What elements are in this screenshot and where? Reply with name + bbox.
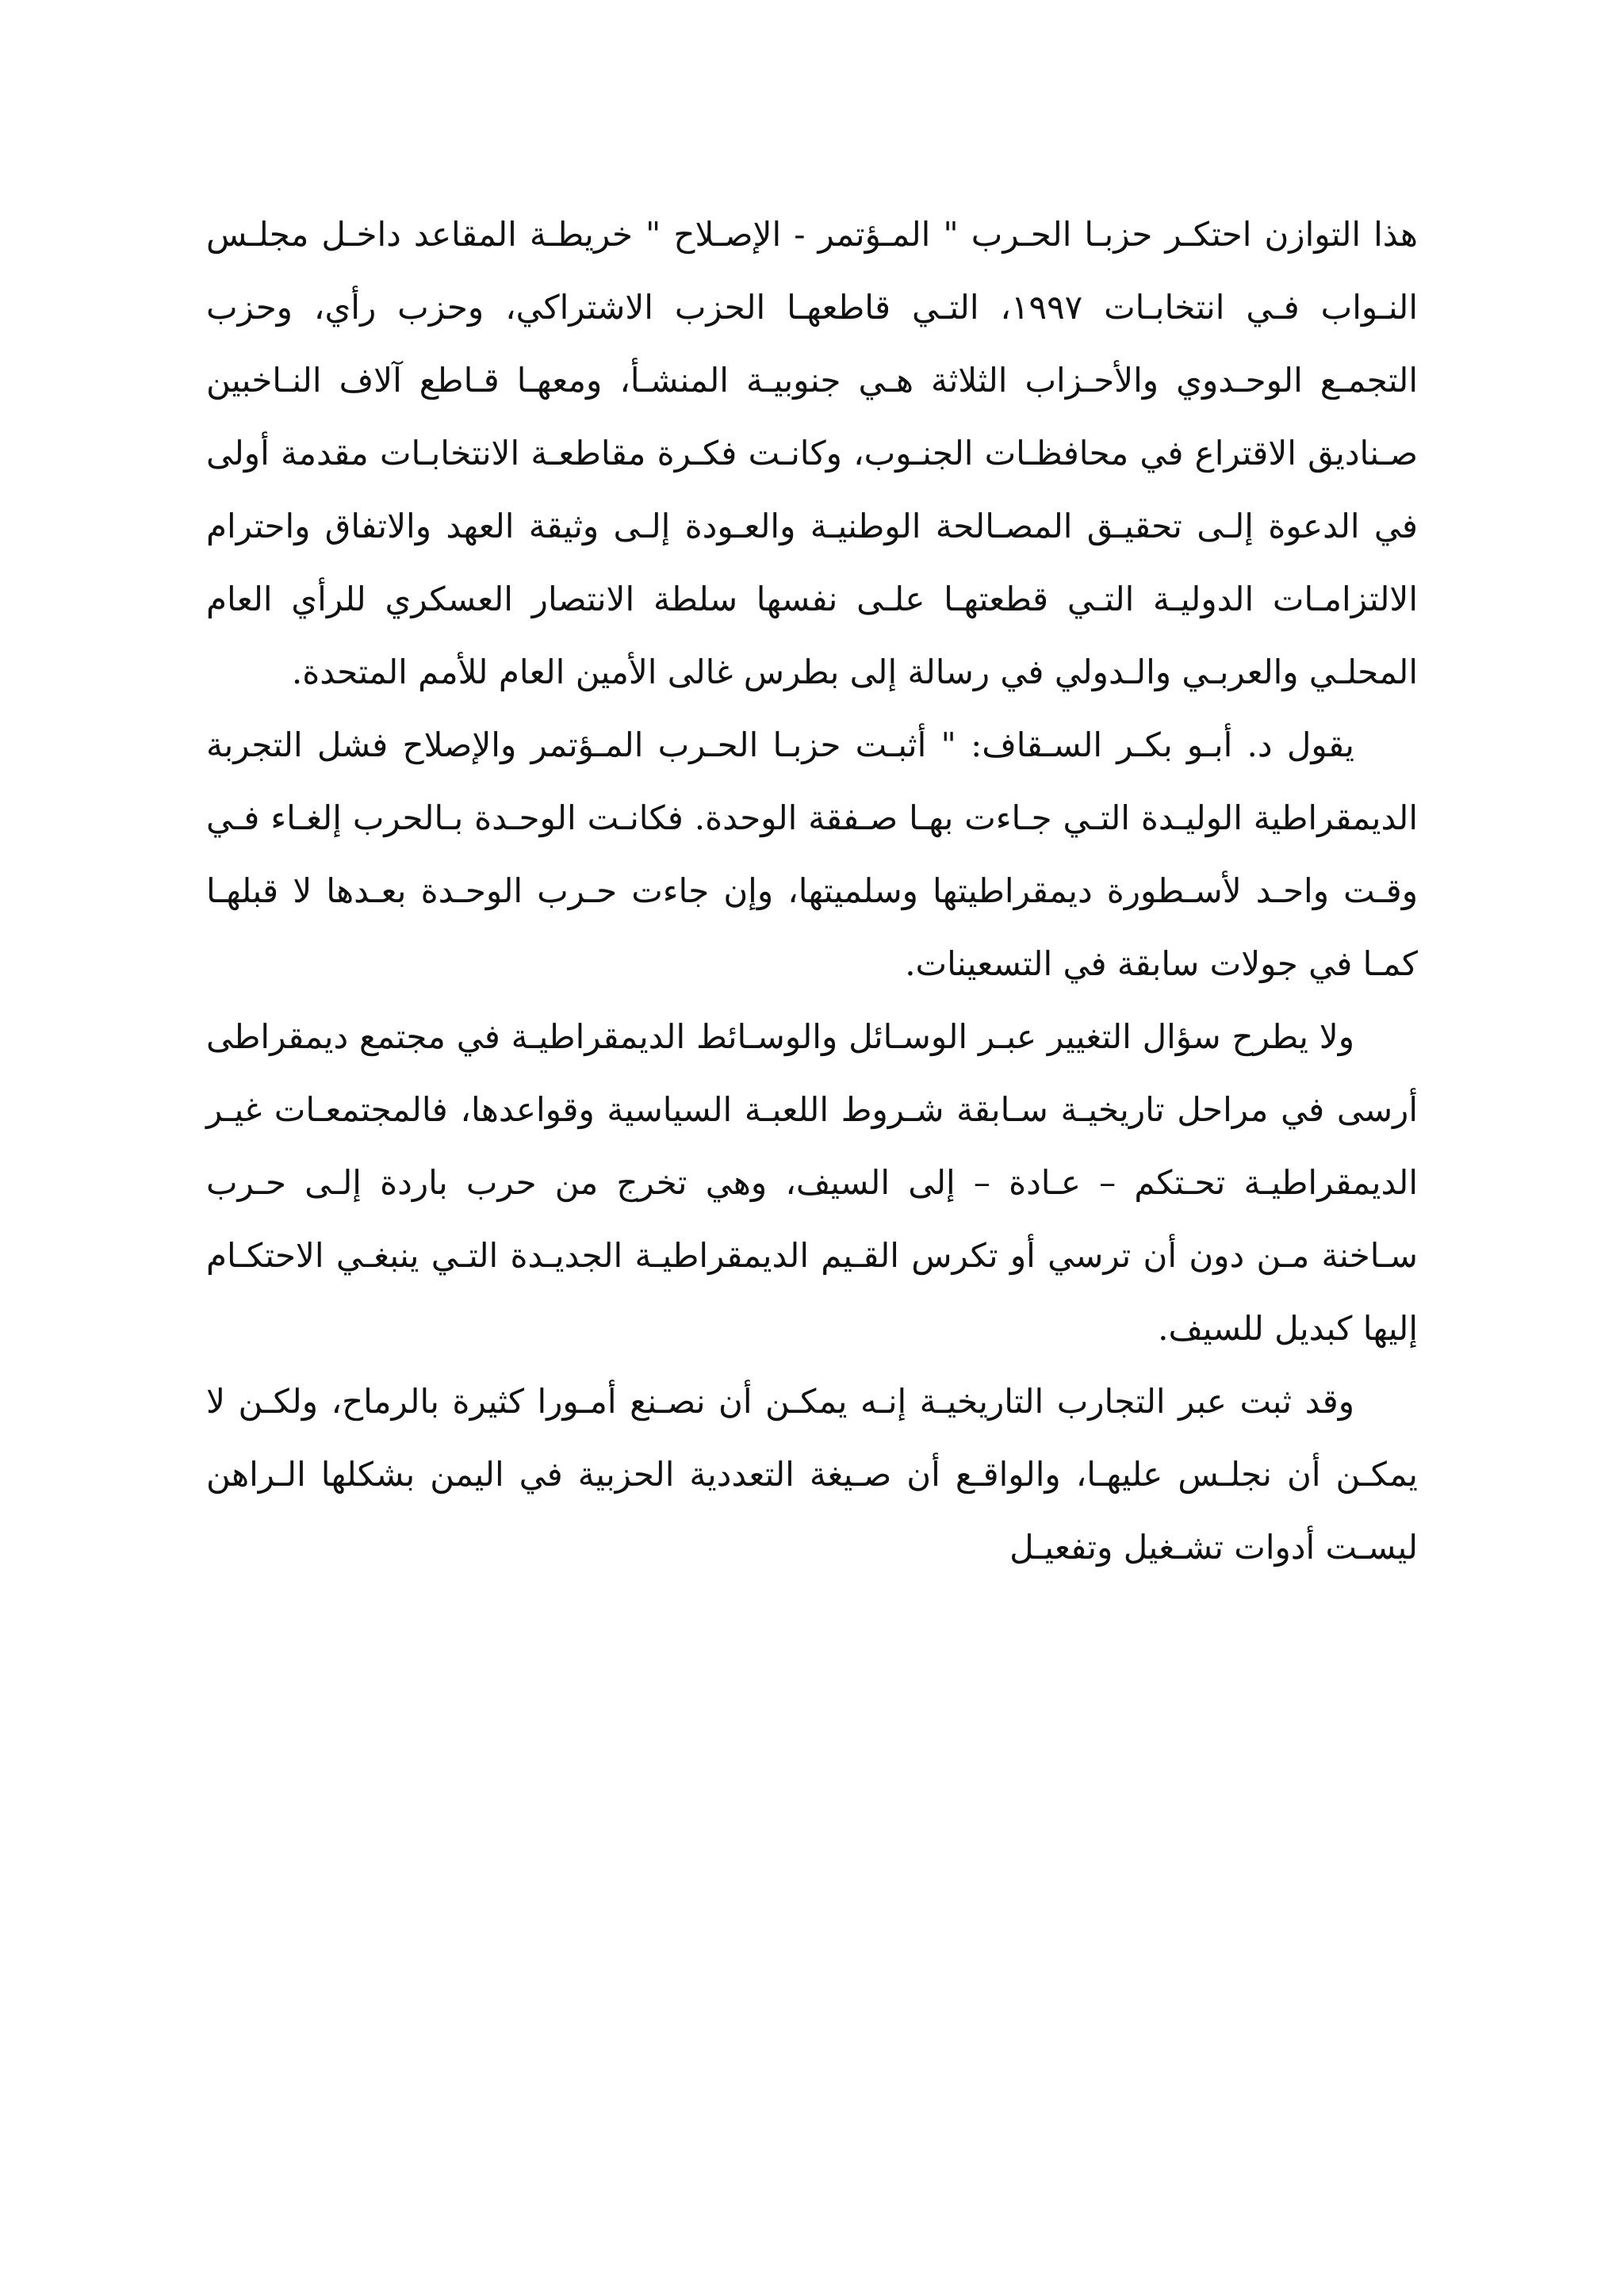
paragraph-2: يقول د. أبـو بكـر السـقاف: " أثبـت حزبـا الحـرب المـؤتمر والإصلاح فشل التجربة الديمقراطية الوليـدة التـي جـاءت بهـا صـفقة الوحدة. فكانـت الوحـدة بـالحرب إلغـاء فـي وقـت واحـد لأسـطورة ديمقراطيتها وسلميتها، وإن جاءت حـرب الوحـدة بعـدها لا قبلهـا كمـا في جولات سابقة في التسعينات. <box>206 725 1418 983</box>
paragraph-3: ولا يطرح سؤال التغيير عبـر الوسـائل والوسـائط الديمقراطيـة في مجتمع ديمقراطى أرسى في مراحل تاريخيـة سـابقة شـروط اللعبـة السياسية وقواعدها، فالمجتمعـات غيـر الديمقراطيـة تحـتكم – عـادة – إلى السيف، وهي تخرج من حرب باردة إلـى حـرب سـاخنة مـن دون أن ترسي أو تكرس القـيم الديمقراطيـة الجديـدة التـي ينبغـي الاحتكـام إليها كبديل للسيف. <box>206 1017 1418 1348</box>
paragraph-1: هذا التوازن احتكـر حزبـا الحـرب " المـؤتمر - الإصـلاح " خريطـة المقاعد داخـل مجلـس النـواب فـي انتخابـات ١٩٩٧، التـي قاطعهـا الحزب الاشتراكي، وحزب رأي، وحزب التجمـع الوحـدوي والأحـزاب الثلاثة هـي جنوبيـة المنشـأ، ومعهـا قـاطع آلاف النـاخبين صـناديق الاقتراع في محافظـات الجنـوب، وكانـت فكـرة مقاطعـة الانتخابـات مقدمة أولى في الدعوة إلـى تحقيـق المصـالحة الوطنيـة والعـودة إلـى وثيقة العهد والاتفاق واحترام الالتزامـات الدوليـة التـي قطعتهـا علـى نفسها سلطة الانتصار العسكري للرأي العام المحلـي والعربـي والـدولي في رسالة إلى بطرس غالى الأمين العام للأمم المتحدة. <box>206 215 1419 691</box>
paragraph-4: وقد ثبت عبر التجارب التاريخيـة إنـه يمكـن أن نصـنع أمـورا كثيرة بالرماح، ولكـن لا يمكـن أن نجلـس عليهـا، والواقـع أن صـيغة التعددية الحزبية في اليمن بشكلها الـراهن ليسـت أدوات تشـغيل وتفعيـل <box>206 1382 1418 1567</box>
body-text <box>206 198 1418 1584</box>
